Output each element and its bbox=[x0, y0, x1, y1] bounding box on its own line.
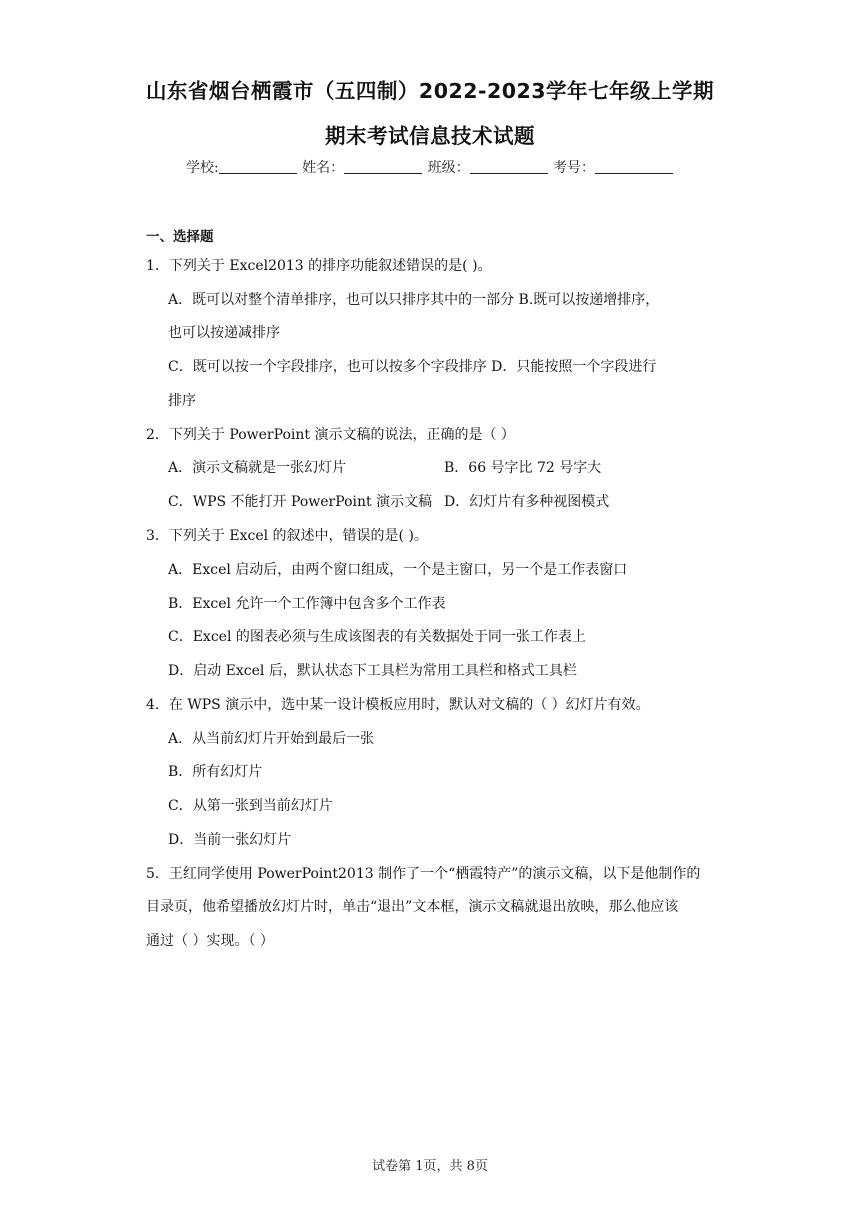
exam-no-label: 考号： bbox=[553, 160, 596, 176]
question-4-stem: 4．在 WPS 演示中，选中某一设计模板应用时，默认对文稿的（ ）幻灯片有效。 bbox=[146, 697, 650, 713]
page-footer: 试卷第 1页，共 8页 bbox=[372, 1159, 488, 1174]
class-label: 班级： bbox=[427, 160, 470, 176]
question-5-line-1: 5．王红同学使用 PowerPoint2013 制作了一个“栖霞特产”的演示文稿，以下是他制作的 bbox=[146, 866, 701, 882]
question-3-option-d: D．启动 Excel 后，默认状态下工具栏为常用工具栏和格式工具栏 bbox=[168, 663, 577, 679]
exam-title-line-1: 山东省烟台栖霞市（五四制）2022-2023学年七年级上学期 bbox=[145, 79, 715, 103]
question-1-stem: 1．下列关于 Excel2013 的排序功能叙述错误的是( )。 bbox=[146, 258, 492, 274]
question-3-option-c: C．Excel 的图表必须与生成该图表的有关数据处于同一张工作表上 bbox=[168, 629, 586, 645]
question-2-option-b: B．66 号字比 72 号字大 bbox=[444, 460, 602, 476]
class-blank bbox=[470, 160, 548, 174]
school-blank bbox=[219, 160, 297, 174]
school-label: 学校: bbox=[185, 160, 219, 176]
question-4-option-b: B．所有幻灯片 bbox=[168, 764, 263, 780]
question-5-line-3: 通过（ ）实现。（ ） bbox=[146, 933, 274, 949]
name-blank bbox=[344, 160, 422, 174]
question-1-line-3: C．既可以按一个字段排序，也可以按多个字段排序 D．只能按照一个字段进行 bbox=[168, 359, 657, 375]
section-title: 一、选择题 bbox=[146, 229, 214, 245]
question-1-line-4: 排序 bbox=[168, 393, 196, 409]
question-4-option-d: D．当前一张幻灯片 bbox=[168, 832, 292, 848]
question-1-line-2: 也可以按递减排序 bbox=[168, 325, 280, 341]
question-5-line-2: 目录页，他希望播放幻灯片时，单击“退出”文本框，演示文稿就退出放映，那么他应该 bbox=[146, 899, 679, 915]
question-3-option-a: A．Excel 启动后，由两个窗口组成，一个是主窗口，另一个是工作表窗口 bbox=[168, 562, 628, 578]
question-3-option-b: B．Excel 允许一个工作簿中包含多个工作表 bbox=[168, 596, 446, 612]
exam-title-line-2: 期末考试信息技术试题 bbox=[325, 124, 535, 148]
question-2-stem: 2．下列关于 PowerPoint 演示文稿的说法，正确的是（ ） bbox=[146, 427, 515, 443]
question-4-option-c: C．从第一张到当前幻灯片 bbox=[168, 798, 333, 814]
question-1-line-1: A．既可以对整个清单排序，也可以只排序其中的一部分 B.既可以按递增排序， bbox=[168, 292, 660, 308]
question-4-option-a: A．从当前幻灯片开始到最后一张 bbox=[168, 731, 375, 747]
question-2-option-d: D．幻灯片有多种视图模式 bbox=[444, 494, 610, 510]
name-label: 姓名： bbox=[302, 160, 345, 176]
question-3-stem: 3．下列关于 Excel 的叙述中，错误的是( )。 bbox=[146, 528, 428, 544]
exam-no-blank bbox=[595, 160, 673, 174]
question-2-option-a: A．演示文稿就是一张幻灯片 bbox=[168, 460, 347, 476]
question-2-option-c: C．WPS 不能打开 PowerPoint 演示文稿 bbox=[168, 494, 433, 510]
student-info-line bbox=[0, 157, 860, 177]
